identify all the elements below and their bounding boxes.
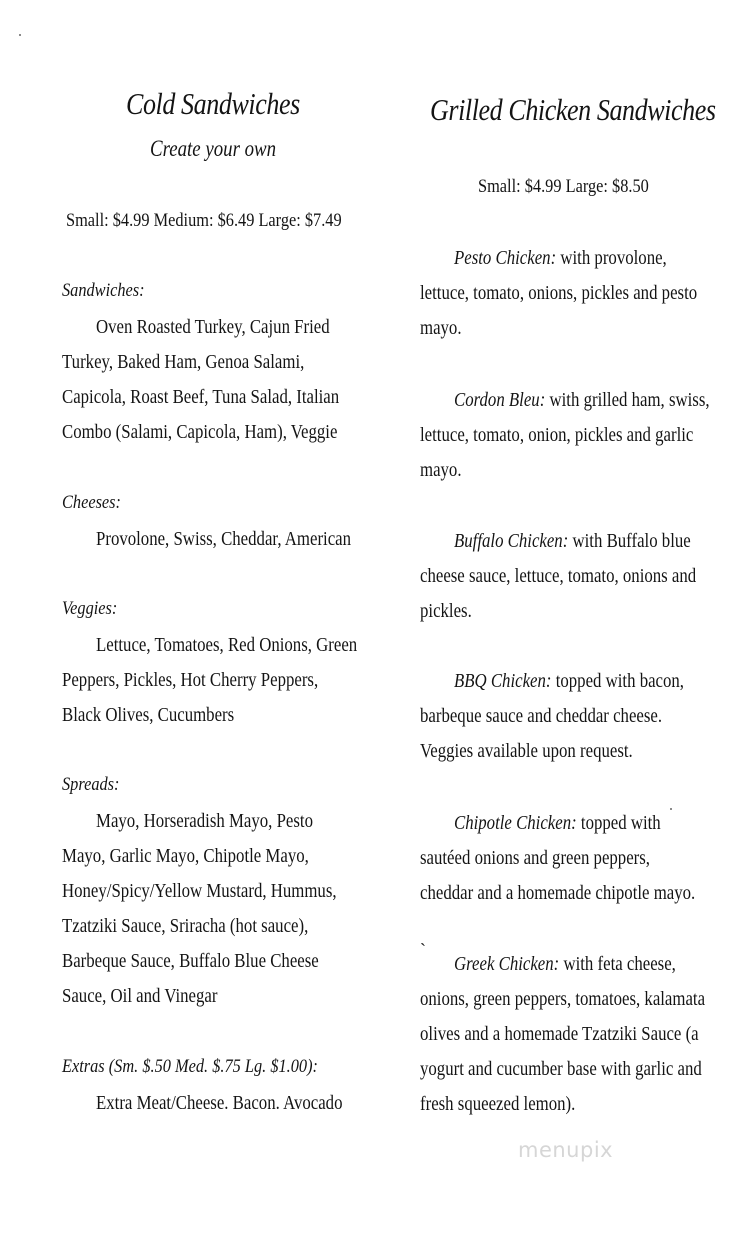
cold-sandwiches-title: Cold Sandwiches [126,86,300,121]
item-name: Chipotle Chicken: [454,812,577,834]
item-description-line: barbeque sauce and cheddar cheese. [420,705,663,727]
item-name: Buffalo Chicken: [454,530,569,552]
scan-speck [19,34,21,36]
item-description-line: lettuce, tomato, onions, pickles and pesto [420,282,698,304]
cheeses-line: Provolone, Swiss, Cheddar, American [96,528,352,550]
menu-item-buffalo-chicken [454,524,691,559]
menupix-watermark: menupix [518,1138,614,1162]
item-name: BBQ Chicken: [454,670,552,692]
item-description-line: yogurt and cucumber base with garlic and [420,1058,702,1080]
item-description-line: mayo. [420,459,462,481]
item-description-line: mayo. [420,317,462,339]
cheeses-heading: Cheeses: [62,492,121,513]
spreads-line: Honey/Spicy/Yellow Mustard, Hummus, [62,880,337,902]
item-description: with feta cheese, [559,953,676,975]
menu-item-chipotle-chicken [454,806,661,841]
item-name: Greek Chicken: [454,953,560,975]
cold-sandwiches-prices: Small: $4.99 Medium: $6.49 Large: $7.49 [66,210,342,231]
item-description-line: sautéed onions and green peppers, [420,847,651,869]
item-description: with provolone, [556,247,667,269]
spreads-line: Sauce, Oil and Vinegar [62,985,218,1007]
veggies-heading: Veggies: [62,598,118,619]
spreads-line: Mayo, Horseradish Mayo, Pesto [96,810,313,832]
menu-item-cordon-bleu [454,383,710,418]
item-description: with Buffalo blue [568,530,691,552]
grilled-chicken-prices: Small: $4.99 Large: $8.50 [478,176,649,197]
veggies-line: Lettuce, Tomatoes, Red Onions, Green [96,634,358,656]
sandwiches-line: Oven Roasted Turkey, Cajun Fried [96,316,330,338]
menu-item-bbq-chicken [454,664,684,699]
item-description-line: cheddar and a homemade chipotle mayo. [420,882,696,904]
item-name: Pesto Chicken: [454,247,557,269]
item-description-line: cheese sauce, lettuce, tomato, onions and [420,565,697,587]
veggies-line: Peppers, Pickles, Hot Cherry Peppers, [62,669,319,691]
item-description-line: Veggies available upon request. [420,740,633,762]
menu-item-greek-chicken [454,947,676,982]
item-description: with grilled ham, swiss, [545,389,710,411]
scan-speck [670,808,672,810]
item-description-line: pickles. [420,600,472,622]
spreads-line: Tzatziki Sauce, Sriracha (hot sauce), [62,915,309,937]
cold-sandwiches-subtitle: Create your own [150,136,277,161]
spreads-line: Mayo, Garlic Mayo, Chipotle Mayo, [62,845,309,867]
extras-line: Extra Meat/Cheese. Bacon. Avocado [96,1092,343,1114]
item-description-line: lettuce, tomato, onion, pickles and garlic [420,424,694,446]
item-description-line: onions, green peppers, tomatoes, kalamata [420,988,706,1010]
item-description-line: olives and a homemade Tzatziki Sauce (a [420,1023,699,1045]
sandwiches-line: Turkey, Baked Ham, Genoa Salami, [62,351,305,373]
item-description: topped with [576,812,661,834]
sandwiches-line: Capicola, Roast Beef, Tuna Salad, Italian [62,386,340,408]
spreads-line: Barbeque Sauce, Buffalo Blue Cheese [62,950,319,972]
extras-heading: Extras (Sm. $.50 Med. $.75 Lg. $1.00): [62,1056,318,1077]
menu-item-pesto-chicken [454,241,667,276]
item-name: Cordon Bleu: [454,389,546,411]
item-description: topped with bacon, [551,670,685,692]
item-description-line: fresh squeezed lemon). [420,1093,576,1115]
sandwiches-line: Combo (Salami, Capicola, Ham), Veggie [62,421,338,443]
grilled-chicken-title: Grilled Chicken Sandwiches [430,92,716,127]
stray-mark: ` [420,940,426,960]
sandwiches-heading: Sandwiches: [62,280,145,301]
spreads-heading: Spreads: [62,774,120,795]
veggies-line: Black Olives, Cucumbers [62,704,235,726]
